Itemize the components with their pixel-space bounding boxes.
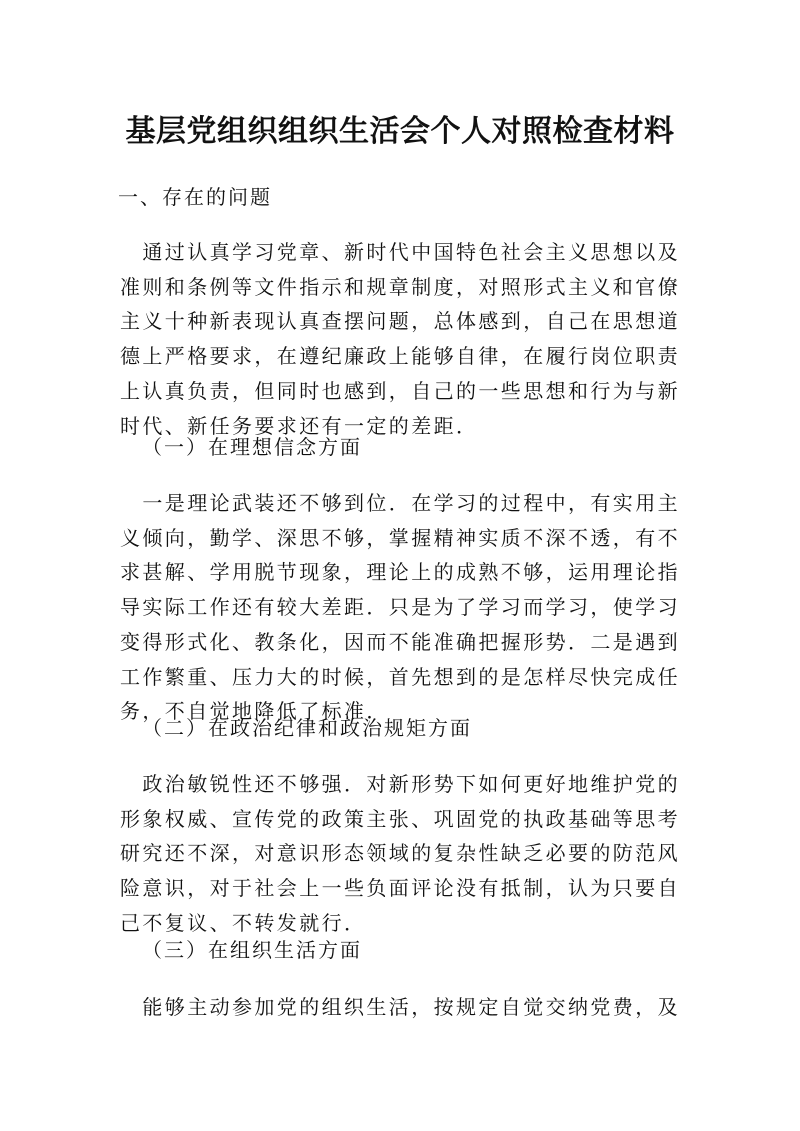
paragraph-line: 险意识，对于社会上一些负面评论没有抵制，认为只要自 [120,876,680,901]
paragraph-line: 时代、新任务要求还有一定的差距． [120,413,479,438]
subsection-heading-org-life: （三）在组织生活方面 [142,938,362,962]
discipline-paragraph [120,767,680,941]
paragraph-line: 己不复议、不转发就行． [120,910,367,935]
section-heading-problems: 一、存在的问题 [118,185,272,209]
paragraph-line: 务，不自觉地降低了标准． [120,699,389,724]
paragraph-line: 研究还不深，对意识形态领域的复杂性缺乏必要的防范风 [120,841,680,866]
paragraph-line: 求甚解、学用脱节现象，理论上的成熟不够，运用理论指 [120,560,680,585]
subsection-heading-ideals: （一）在理想信念方面 [142,435,362,459]
paragraph-line: 形象权威、宣传党的政策主张、巩固党的执政基础等思考 [120,806,680,831]
intro-paragraph [120,235,680,443]
ideals-paragraph [120,486,680,729]
paragraph-line: 义倾向，勤学、深思不够，掌握精神实质不深不透，有不 [120,525,680,550]
paragraph-line: 一是理论武装还不够到位．在学习的过程中，有实用主 [120,491,680,515]
paragraph-line: 变得形式化、教条化，因而不能准确把握形势．二是遇到 [120,629,680,654]
paragraph-line: 德上严格要求，在遵纪廉政上能够自律，在履行岗位职责 [120,344,680,369]
paragraph-line: 通过认真学习党章、新时代中国特色社会主义思想以及 [120,240,680,264]
subsection-heading-discipline: （二）在政治纪律和政治规矩方面 [142,716,472,740]
paragraph-line: 上认真负责，但同时也感到，自己的一些思想和行为与新 [120,378,680,403]
paragraph-line: 政治敏锐性还不够强．对新形势下如何更好地维护党的 [120,772,680,796]
paragraph-line: 主义十种新表现认真查摆问题，总体感到，自己在思想道 [120,309,680,334]
paragraph-line: 工作繁重、压力大的时候，首先想到的是怎样尽快完成任 [120,664,680,689]
org-life-paragraph [120,990,680,1025]
document-title: 基层党组织组织生活会个人对照检查材料 [125,114,675,149]
paragraph-line: 导实际工作还有较大差距．只是为了学习而学习，使学习 [120,595,680,620]
paragraph-line: 能够主动参加党的组织生活，按规定自觉交纳党费，及 [120,995,680,1019]
paragraph-line: 准则和条例等文件指示和规章制度，对照形式主义和官僚 [120,274,680,299]
